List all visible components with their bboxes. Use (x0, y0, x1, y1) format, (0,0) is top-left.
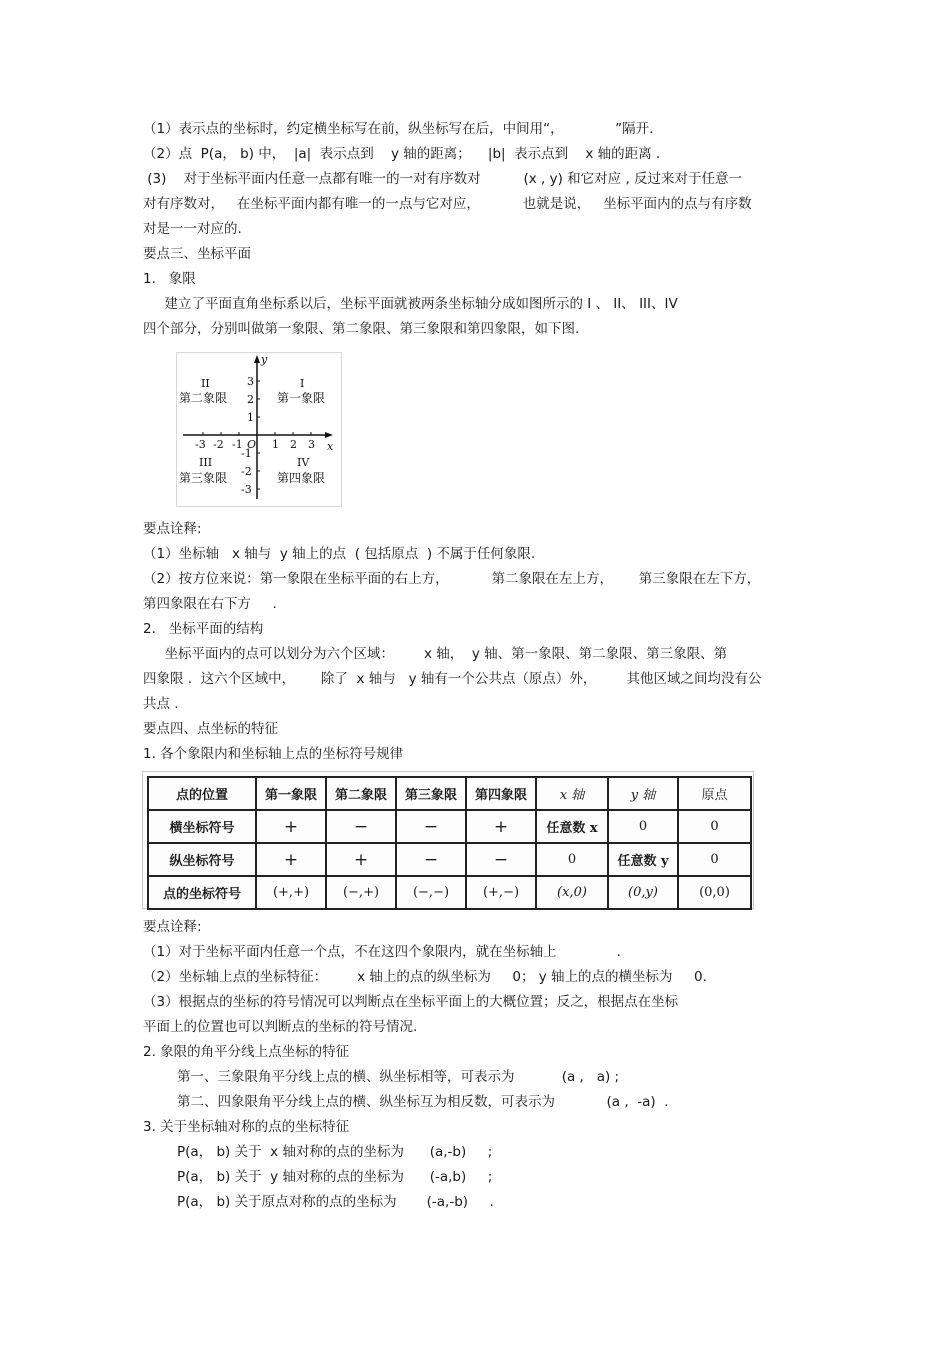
x-tick-label: 1 (272, 438, 279, 451)
table-row (148, 876, 751, 909)
intro-line-1: （1）表示点的坐标时，约定横坐标写在前，纵坐标写在后，中间用“， ”隔开. (143, 121, 654, 137)
notes-2-item-2: （2）坐标轴上点的坐标特征： x 轴上的点的纵坐标为 0； y 轴上的点的横坐标为 0. (143, 969, 707, 985)
y-tick-label: -2 (241, 465, 252, 478)
table-cell: − (396, 810, 466, 843)
notes-1-item-2a: （2）按方位来说：第一象限在坐标平面的右上方， 第二象限在左上方， 第三象限在左下方， (143, 571, 761, 587)
section-3-sub-1: 1. 象限 (143, 271, 196, 287)
table-cell: (+,−) (466, 876, 536, 909)
symmetry-para-2: P(a， b) 关于 y 轴对称的点的坐标为 (-a,b) ; (177, 1169, 493, 1185)
symmetry-title: 3. 关于坐标轴对称的点的坐标特征 (143, 1119, 350, 1135)
bisector-para-2: 第二、四象限角平分线上点的横、纵坐标互为相反数，可表示为 (a , -a) . (177, 1094, 669, 1110)
table-cell: (−,+) (326, 876, 396, 909)
y-axis-arrow-icon (254, 355, 260, 363)
y-tick-label: -1 (241, 447, 252, 460)
table-cell: − (466, 843, 536, 876)
table-cell: (x,0) (536, 876, 608, 909)
table-cell: 任意数 x (536, 810, 608, 843)
intro-line-3: (3) 对于坐标平面内任意一点都有唯一的一对有序数对 (x , y) 和它对应 , 反过来对于任意一 (143, 171, 743, 187)
x-axis-arrow-icon (325, 432, 333, 438)
quadrant-1-name: 第一象限 (277, 391, 326, 405)
structure-para-3: 共点 . (143, 696, 179, 712)
quadrant-3-name: 第三象限 (179, 471, 228, 485)
structure-para-1: 坐标平面内的点可以划分为六个区域： x 轴， y 轴、第一象限、第二象限、第三象限、第 (143, 646, 728, 662)
table-header-cell: 第一象限 (256, 777, 326, 810)
x-tick-label: 3 (308, 438, 315, 451)
table-header-row (148, 777, 751, 810)
table-cell: 任意数 y (608, 843, 678, 876)
bisector-title: 2. 象限的角平分线上点坐标的特征 (143, 1044, 350, 1060)
x-tick-label: -3 (195, 438, 206, 451)
table-cell: 0 (678, 843, 751, 876)
quadrant-2-numeral: II (201, 377, 210, 390)
y-tick-label: 2 (247, 393, 254, 406)
y-tick-label: 3 (247, 375, 254, 388)
quadrant-diagram (176, 352, 342, 507)
table-cell: (−,−) (396, 876, 466, 909)
structure-para-2: 四象限 . 这六个区域中， 除了 x 轴与 y 轴有一个公共点（原点）外， 其他区域之间均没有公 (143, 671, 762, 687)
table-header-cell: 第二象限 (326, 777, 396, 810)
table-cell: − (396, 843, 466, 876)
notes-2-item-1: （1）对于坐标平面内任意一个点，不在这四个象限内，就在坐标轴上 . (143, 944, 621, 960)
notes-2-item-3a: （3）根据点的坐标的符号情况可以判断点在坐标平面上的大概位置；反之，根据点在坐标 (143, 994, 679, 1010)
table-header-cell: 原点 (678, 777, 751, 810)
structure-title: 2. 坐标平面的结构 (143, 621, 264, 637)
intro-line-4: 对有序数对， 在坐标平面内都有唯一的一点与它对应， 也就是说， 坐标平面内的点与有序数 (143, 196, 752, 212)
table-cell: 0 (536, 843, 608, 876)
table-cell: + (326, 843, 396, 876)
table-cell: − (326, 810, 396, 843)
notes-2-item-3b: 平面上的位置也可以判断点的坐标的符号情况. (143, 1019, 418, 1035)
section-4-sub-1: 1. 各个象限内和坐标轴上点的坐标符号规律 (143, 746, 404, 762)
x-axis-label: x (327, 440, 334, 453)
section-4-title: 要点四、点坐标的特征 (143, 721, 278, 737)
y-tick-label: -3 (241, 483, 252, 496)
intro-line-2: （2）点 P(a， b) 中， |a| 表示点到 y 轴的距离； |b| 表示点到 x 轴的距离 . (143, 146, 661, 162)
y-tick-label: 1 (247, 411, 254, 424)
table-header-cell: 第四象限 (466, 777, 536, 810)
quadrant-2-name: 第二象限 (179, 391, 228, 405)
table-header-cell: 第三象限 (396, 777, 466, 810)
table-cell: + (256, 810, 326, 843)
quadrant-3-numeral: III (199, 456, 213, 469)
table-cell: 0 (608, 810, 678, 843)
table-cell: (0,0) (678, 876, 751, 909)
table-cell: + (466, 810, 536, 843)
table-row-head: 纵坐标符号 (148, 843, 256, 876)
x-tick-label: 2 (290, 438, 297, 451)
section-3-title: 要点三、坐标平面 (143, 246, 251, 262)
table-row-head: 横坐标符号 (148, 810, 256, 843)
table-cell: (+,+) (256, 876, 326, 909)
y-axis-label: y (261, 353, 268, 366)
origin-label: O (247, 438, 257, 451)
notes-1-item-1: （1）坐标轴 x 轴与 y 轴上的点 ( 包括原点 ) 不属于任何象限. (143, 546, 536, 562)
table-cell: (0,y) (608, 876, 678, 909)
table-cell: + (256, 843, 326, 876)
sign-table (147, 776, 752, 910)
quadrant-1-numeral: I (300, 377, 305, 390)
table-row-head: 点的坐标符号 (148, 876, 256, 909)
table-header-cell: x 轴 (536, 777, 608, 810)
x-tick-label: -1 (232, 438, 243, 451)
symmetry-para-1: P(a， b) 关于 x 轴对称的点的坐标为 (a,-b) ; (177, 1144, 493, 1160)
table-row (148, 810, 751, 843)
x-tick-label: -2 (213, 438, 224, 451)
intro-line-5: 对是一一对应的. (143, 221, 242, 237)
quadrant-4-name: 第四象限 (277, 471, 326, 485)
notes-1-title: 要点诠释: (143, 521, 202, 537)
table-header-cell: y 轴 (608, 777, 678, 810)
table-header-cell: 点的位置 (148, 777, 256, 810)
notes-1-item-2b: 第四象限在右下方 . (143, 596, 277, 612)
bisector-para-1: 第一、三象限角平分线上点的横、纵坐标相等，可表示为 (a , a) ; (177, 1069, 620, 1085)
notes-2-title: 要点诠释: (143, 919, 202, 935)
quadrant-4-numeral: IV (297, 456, 310, 469)
symmetry-para-3: P(a， b) 关于原点对称的点的坐标为 (-a,-b) . (177, 1194, 494, 1210)
section-3-para-b: 四个部分，分别叫做第一象限、第二象限、第三象限和第四象限，如下图. (143, 321, 580, 337)
table-row (148, 843, 751, 876)
table-cell: 0 (678, 810, 751, 843)
section-3-para-a: 建立了平面直角坐标系以后，坐标平面就被两条坐标轴分成如图所示的 I 、 II、 III、IV (143, 296, 678, 312)
sign-table-figure (142, 771, 754, 909)
